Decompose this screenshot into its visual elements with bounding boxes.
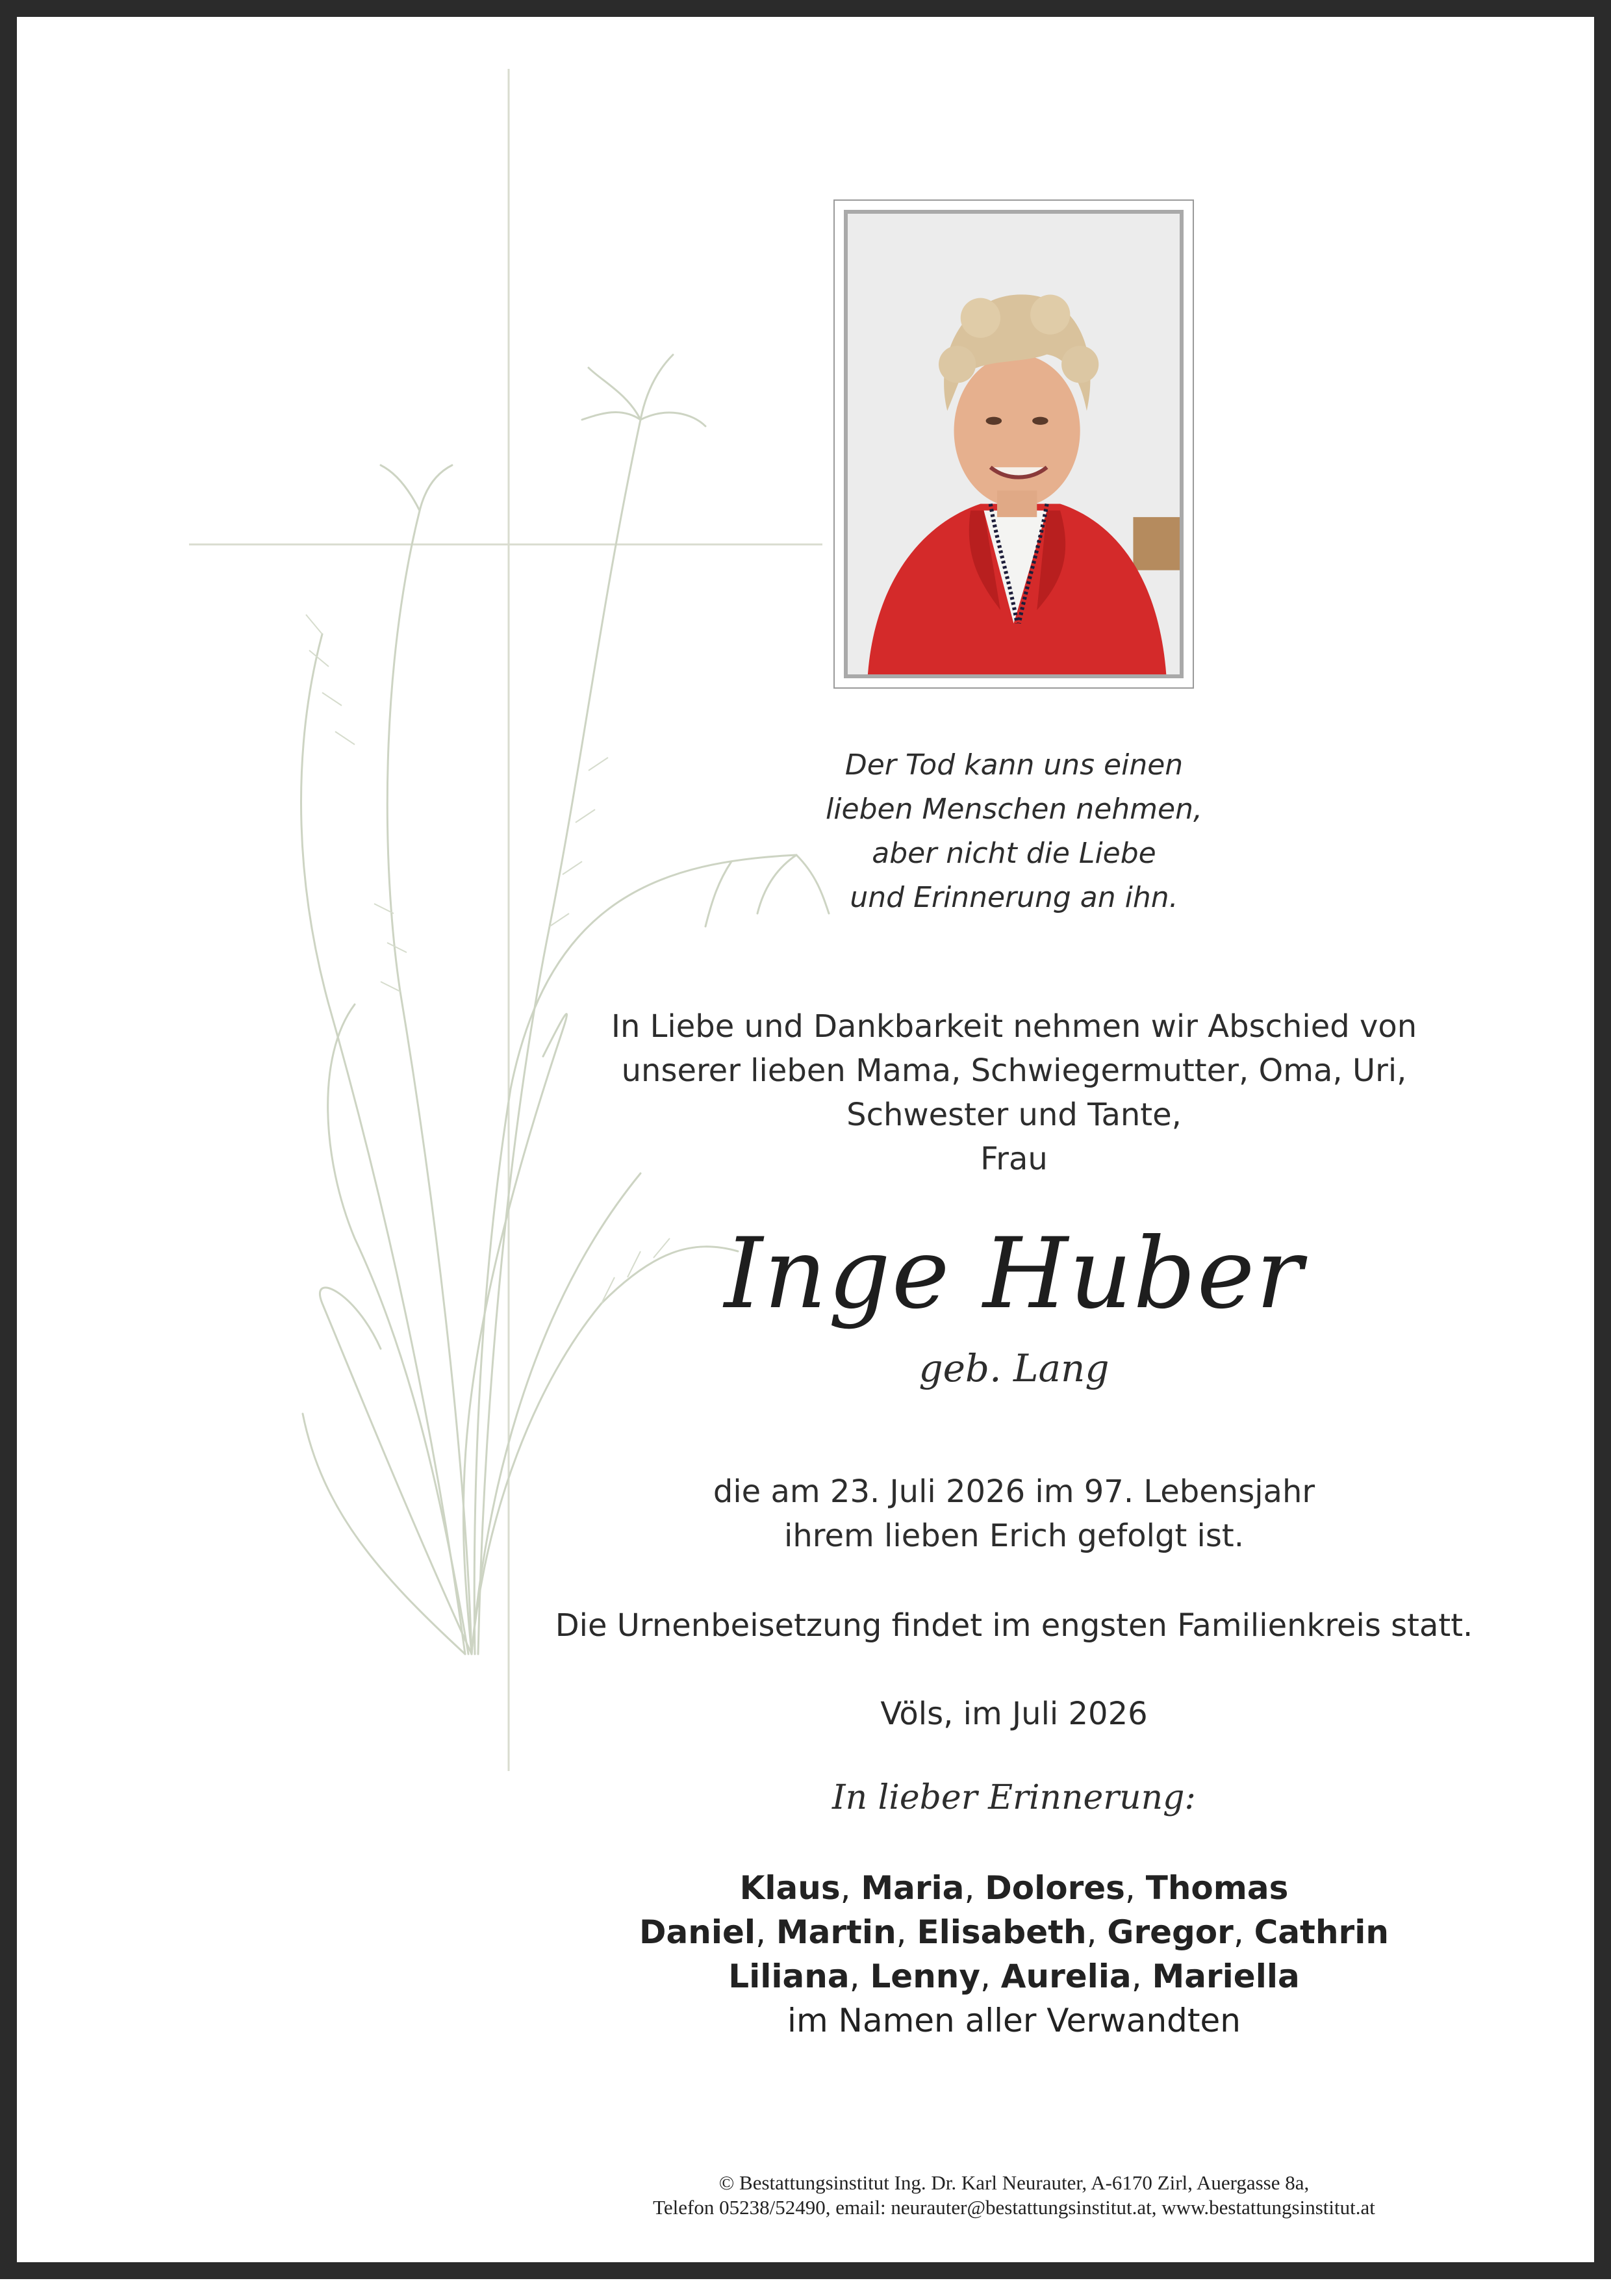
- memorial-quote: [537, 743, 1491, 920]
- family-row: [537, 1954, 1491, 1998]
- footer-line: © Bestattungsinstitut Ing. Dr. Karl Neurauter, A-6170 Zirl, Auergasse 8a,: [718, 2171, 1310, 2194]
- quote-line: und Erinnerung an ihn.: [850, 881, 1178, 914]
- family-member-name: Daniel: [639, 1913, 756, 1951]
- name-separator: ,: [755, 1913, 776, 1951]
- death-notice: [537, 1470, 1491, 1558]
- name-separator: ,: [1086, 1913, 1108, 1951]
- family-member-name: Maria: [861, 1869, 965, 1907]
- name-separator: ,: [1233, 1913, 1254, 1951]
- farewell-intro: [537, 1004, 1491, 1181]
- name-separator: ,: [980, 1958, 1001, 1995]
- footer-line: Telefon 05238/52490, email: neurauter@bestattungsinstitut.at, www.bestattungsinstitut.at: [653, 2196, 1375, 2219]
- family-member-name: Mariella: [1152, 1958, 1300, 1995]
- intro-line: unserer lieben Mama, Schwiegermutter, Oma, Uri,: [621, 1052, 1407, 1089]
- family-row: [537, 1866, 1491, 1910]
- death-line: ihrem lieben Erich gefolgt ist.: [784, 1518, 1244, 1554]
- family-list: [537, 1866, 1491, 2043]
- family-member-name: Martin: [776, 1913, 896, 1951]
- family-closing: im Namen aller Verwandten: [787, 2002, 1241, 2039]
- intro-line: Schwester und Tante,: [846, 1097, 1182, 1133]
- quote-line: Der Tod kann uns einen: [844, 748, 1184, 782]
- family-member-name: Elisabeth: [917, 1913, 1087, 1951]
- family-member-name: Thomas: [1145, 1869, 1289, 1907]
- name-separator: ,: [1131, 1958, 1152, 1995]
- memory-heading: In lieber Erinnerung:: [832, 1778, 1196, 1817]
- burial-note: Die Urnenbeisetzung findet im engsten Familienkreis statt.: [555, 1607, 1473, 1644]
- family-member-name: Klaus: [739, 1869, 841, 1907]
- family-member-name: Cathrin: [1254, 1913, 1389, 1951]
- death-line: die am 23. Juli 2026 im 97. Lebensjahr: [713, 1473, 1315, 1510]
- name-separator: ,: [964, 1869, 985, 1907]
- funeral-home-footer: [537, 2171, 1491, 2220]
- deceased-name: Inge Huber: [724, 1218, 1304, 1331]
- quote-line: aber nicht die Liebe: [872, 837, 1156, 870]
- family-member-name: Gregor: [1107, 1913, 1234, 1951]
- place-date: Völs, im Juli 2026: [880, 1696, 1148, 1732]
- name-separator: ,: [849, 1958, 870, 1995]
- family-member-name: Aurelia: [1000, 1958, 1132, 1995]
- family-member-name: Liliana: [728, 1958, 850, 1995]
- intro-line: In Liebe und Dankbarkeit nehmen wir Abschied von: [611, 1008, 1417, 1045]
- portrait-photo: [844, 210, 1184, 678]
- intro-line: Frau: [980, 1141, 1048, 1177]
- maiden-name: geb. Lang: [919, 1346, 1110, 1390]
- name-separator: ,: [840, 1869, 861, 1907]
- portrait-frame: [833, 199, 1194, 689]
- name-separator: ,: [1124, 1869, 1146, 1907]
- quote-line: lieben Menschen nehmen,: [826, 793, 1202, 826]
- family-member-name: Lenny: [870, 1958, 980, 1995]
- name-separator: ,: [896, 1913, 917, 1951]
- family-member-name: Dolores: [985, 1869, 1125, 1907]
- family-row: [537, 1910, 1491, 1954]
